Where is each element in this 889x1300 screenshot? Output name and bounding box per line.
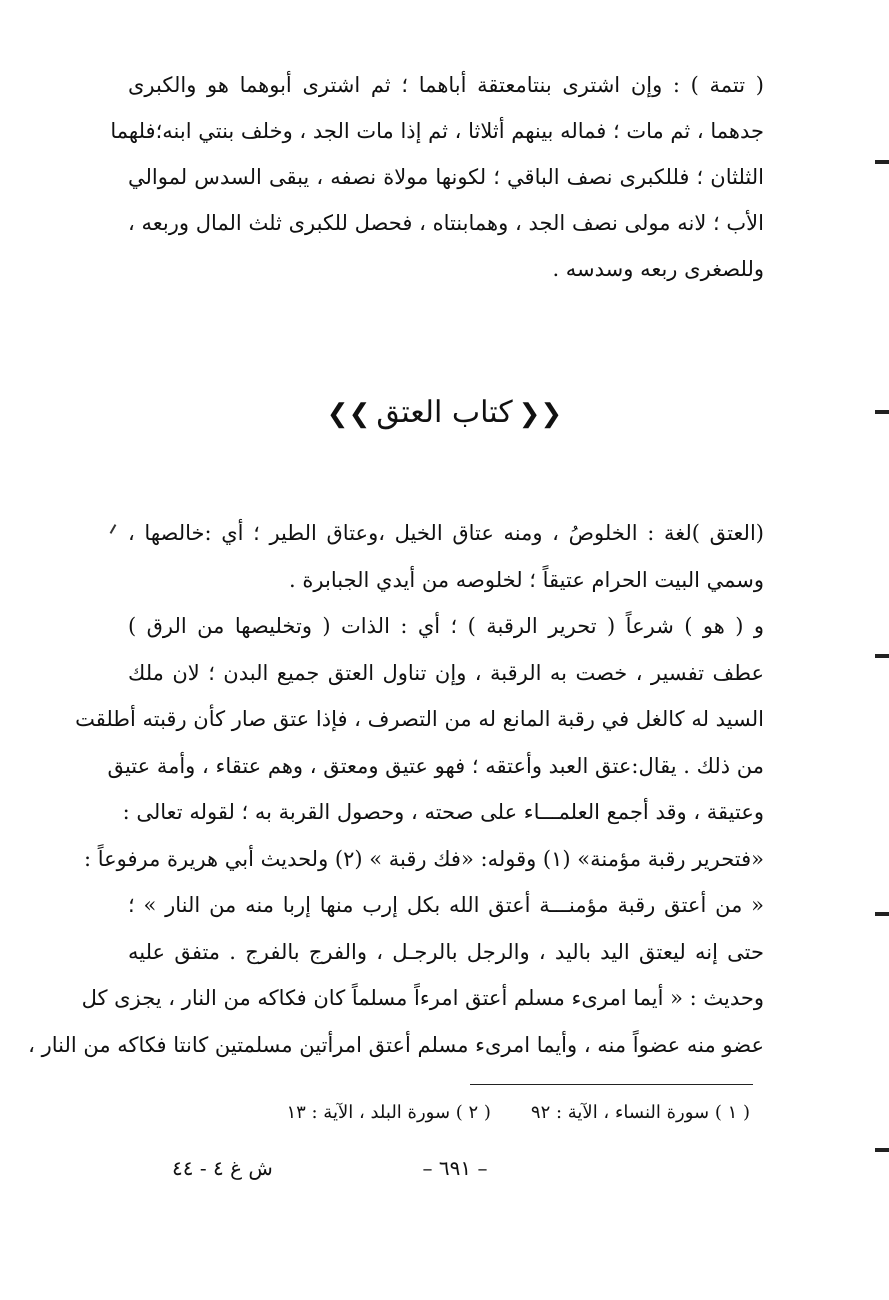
text-line: السيد له كالغل في رقبة المانع له من التصرف ، فإذا عتق صار كأن رقبته أطلقت [75,707,764,731]
chapter-title: كتاب العتق [376,395,513,430]
text-line: حتى إنه ليعتق اليد باليد ، والرجل بالرجـل ، والفرج بالفرج . متفق عليه [128,939,764,964]
footnotes [150,1096,750,1130]
ornament-icon: ❯❯ [326,399,371,429]
footnote-1: ( ١ ) سورة النساء ، الآية : ٩٢ [530,1102,750,1123]
edge-mark [875,1148,889,1152]
text-line: وعتيقة ، وقد أجمع العلمـــاء على صحته ، وحصول القربة به ؛ لقوله تعالى : [122,800,764,824]
text-line: وللصغرى ربعه وسدسه . [552,257,764,281]
text-line: من ذلك . يقال:عتق العبد وأعتقه ؛ فهو عتيق ومعتق ، وهم عتقاء ، وأمة عتيق [107,753,764,778]
footnote-2: ( ٢ ) سورة البلد ، الآية : ١٣ [286,1102,491,1123]
text-line: الثلثان ؛ فللكبرى نصف الباقي ؛ لكونها مولاة نصفه ، يبقى السدس لموالي [128,165,764,189]
page-number: – ٦٩١ – [422,1156,488,1180]
edge-mark [875,912,889,916]
margin-mark [110,524,117,534]
text-line: عطف تفسير ، خصت به الرقبة ، وإن تناول العتق جميع البدن ؛ لان ملك [128,660,764,685]
text-line: (العتق )لغة : الخلوصُ ، ومنه عتاق الخيل ،وعتاق الطير ؛ أي :خالصها ، [128,521,764,545]
edge-mark [875,410,889,414]
chapter-body [28,510,764,1068]
text-line: عضو منه عضواً منه ، وأيما امرىء مسلم أعتق امرأتين مسلمتين كانتا فكاكه من النار ، [28,1032,764,1057]
continuation-paragraph [110,62,764,292]
edge-mark [875,654,889,658]
printer-signature: ش غ ٤ - ٤٤ [172,1156,273,1180]
footnote-divider [470,1084,753,1085]
edge-mark [875,160,889,164]
text-line: وحديث : « أيما امرىء مسلم أعتق امرءاً مسلماً كان فكاكه من النار ، يجزى كل [81,986,764,1010]
text-line: جدهما ، ثم مات ؛ فماله بينهم أثلاثا ، ثم إذا مات الجد ، وخلف بنتي ابنه؛فلهما [110,119,764,143]
text-line: الأب ؛ لانه مولى نصف الجد ، وهمابنتاه ، فحصل للكبرى ثلث المال وربعه ، [128,211,764,235]
text-line: «فتحرير رقبة مؤمنة» (١) وقوله: «فك رقبة » (٢) ولحديث أبي هريرة مرفوعاً : [83,846,764,871]
chapter-heading [0,388,889,439]
text-line: ( تتمة ) : وإن اشترى بنتامعتقة أباهما ؛ ثم اشترى أبوهما هو والكبرى [128,73,764,97]
text-line: وسمي البيت الحرام عتيقاً ؛ لخلوصه من أيدي الجبابرة . [289,567,764,592]
text-line: و ( هو ) شرعاً ( تحرير الرقبة ) ؛ أي : الذات ( وتخليصها من الرق ) [128,614,764,638]
ornament-icon: ❮❮ [518,399,563,429]
page-footer [0,1150,889,1186]
text-line: « من أعتق رقبة مؤمنـــة أعتق الله بكل إرب منها إربا منه من النار » ؛ [128,893,764,917]
